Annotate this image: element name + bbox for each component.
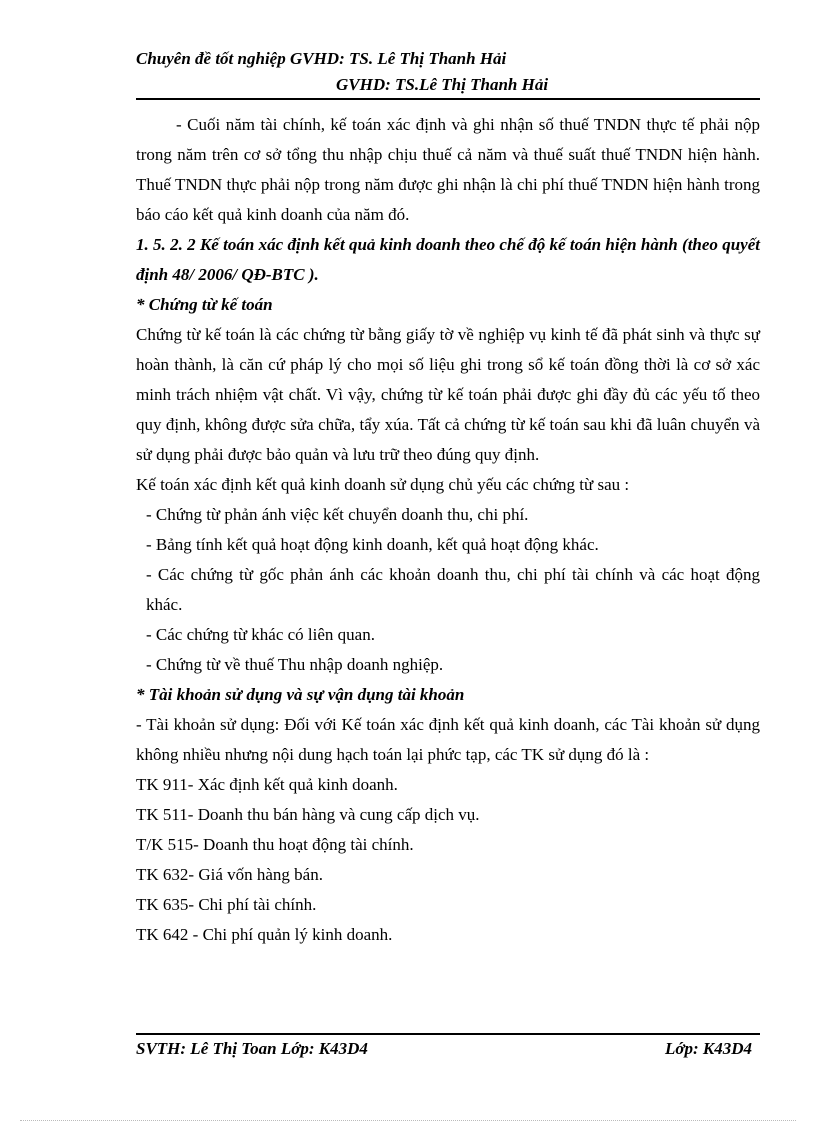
account-item: TK 632- Giá vốn hàng bán. [136,865,323,884]
footer-student: SVTH: Lê Thị Toan Lớp: K43D4 [136,1039,368,1058]
voucher-list-intro: Kế toán xác định kết quả kinh doanh sử dụng chủ yếu các chứng từ sau : [136,475,630,494]
voucher-item: - Các chứng từ gốc phản ánh các khoản doanh thu, chi phí tài chính và các hoạt động khác. [146,565,760,614]
header-line-1: Chuyên đề tốt nghiệp GVHD: TS. Lê Thị Thanh Hải [136,49,507,68]
account-item: TK 642 - Chi phí quản lý kinh doanh. [136,925,393,944]
voucher-item: - Các chứng từ khác có liên quan. [146,625,375,644]
page-footer [136,1036,752,1062]
footer-class: Lớp: K43D4 [664,1039,752,1058]
account-item: TK 911- Xác định kết quả kinh doanh. [136,775,398,794]
page-header [136,46,760,98]
page-edge [20,1120,796,1121]
footer-divider [136,1033,760,1035]
subheading-accounts: * Tài khoản sử dụng và sự vận dụng tài khoản [136,685,465,704]
voucher-item: - Chứng từ về thuế Thu nhập doanh nghiệp. [146,655,444,674]
header-line-2: GVHD: TS.Lê Thị Thanh Hải [336,75,549,94]
voucher-item: - Bảng tính kết quả hoạt động kinh doanh, kết quả hoạt động khác. [146,535,599,554]
paragraph-tax: - Cuối năm tài chính, kế toán xác định và ghi nhận số thuế TNDN thực tế phải nộp trong năm trên cơ sở tổng thu nhập chịu thuế cả năm và thuế suất thuế TNDN hiện hành. Thuế TNDN thực phải nộp trong năm được ghi nhận là chi phí thuế TNDN hiện hành trong báo cáo kết quả kinh doanh của năm đó. [136,115,760,224]
voucher-item: - Chứng từ phản ánh việc kết chuyển doanh thu, chi phí. [146,505,529,524]
account-item: T/K 515- Doanh thu hoạt động tài chính. [136,835,414,854]
account-item: TK 511- Doanh thu bán hàng và cung cấp dịch vụ. [136,805,480,824]
account-item: TK 635- Chi phí tài chính. [136,895,317,914]
paragraph-vouchers: Chứng từ kế toán là các chứng từ bằng giấy tờ về nghiệp vụ kinh tế đã phát sinh và thực sự hoàn thành, là căn cứ pháp lý cho mọi số liệu ghi trong sổ kế toán đồng thời là cơ sở xác minh trách nhiệm vật chất. Vì vậy, chứng từ kế toán phải được ghi đầy đủ các yếu tố theo quy định, không được sửa chữa, tẩy xúa. Tất cả chứng từ kế toán sau khi đã luân chuyển và sử dụng phải được bảo quản và lưu trữ theo đúng quy định. [136,325,760,464]
section-heading: 1. 5. 2. 2 Kế toán xác định kết quả kinh doanh theo chế độ kế toán hiện hành (theo quyết định 48/ 2006/ QĐ-BTC ). [136,235,760,284]
header-divider [136,98,760,100]
page-content [136,110,760,950]
subheading-vouchers: * Chứng từ kế toán [136,295,273,314]
paragraph-accounts: - Tài khoản sử dụng: Đối với Kế toán xác định kết quả kinh doanh, các Tài khoản sử dụng không nhiều nhưng nội dung hạch toán lại phức tạp, các TK sử dụng đó là : [136,715,760,764]
